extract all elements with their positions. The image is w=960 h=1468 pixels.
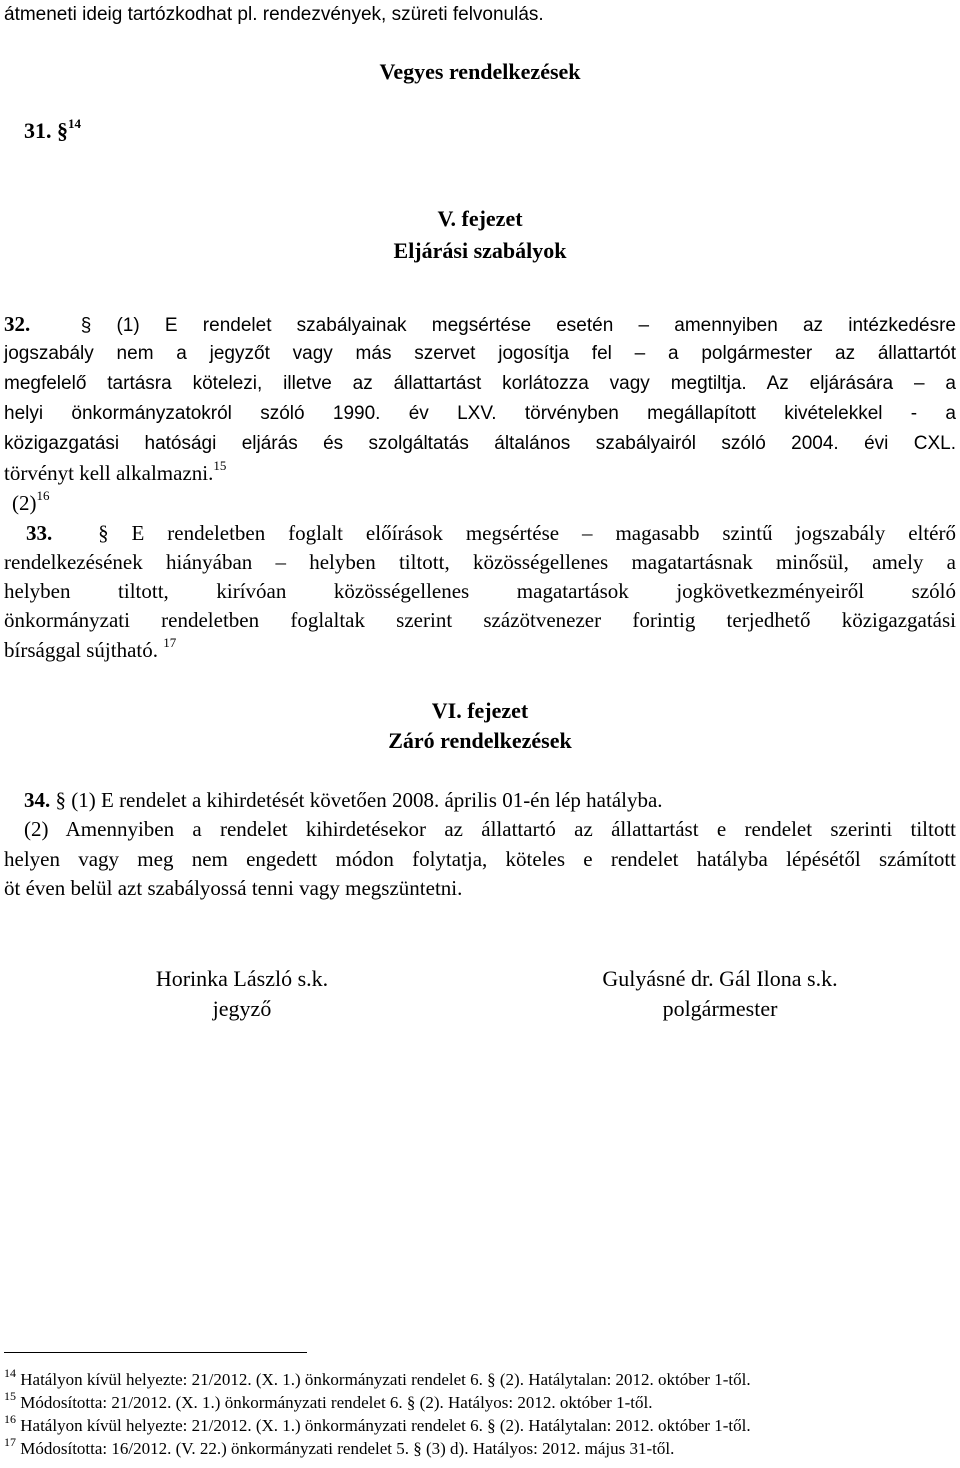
chapter-5-subtitle: Eljárási szabályok xyxy=(393,238,567,263)
p33-text-5: bírsággal sújtható. xyxy=(4,638,158,662)
p33-line-1 xyxy=(4,520,956,546)
p34-line-4: öt éven belül azt szabályossá tenni vagy megszüntetni. xyxy=(4,876,463,900)
section-31-number: 31. xyxy=(24,118,52,143)
footnote-15 xyxy=(4,1389,653,1413)
section-sign: § xyxy=(57,118,68,143)
footnote-number: 17 xyxy=(4,1435,16,1450)
footnote-17 xyxy=(4,1435,675,1459)
p32-paragraph-2 xyxy=(12,490,50,516)
p33-line-5 xyxy=(4,637,176,663)
p33-line-3: helyben tiltott, kirívóan közösségellenes magatartások jogkövetkezményeiről szóló xyxy=(4,579,956,603)
footnote-text: Hatályon kívül helyezte: 21/2012. (X. 1.) önkormányzati rendelet 6. § (2). Hatálytalan: 2012. október 1-től. xyxy=(20,1370,751,1389)
chapter-5-title: V. fejezet xyxy=(437,206,523,231)
p32-p2-label: (2) xyxy=(12,491,37,515)
footnote-number: 16 xyxy=(4,1412,16,1427)
p33-line-4: önkormányzati rendeletben foglaltak szerint százötvenezer forintig terjedhető közigazgatási xyxy=(4,608,956,632)
footnote-text: Módosította: 21/2012. (X. 1.) önkormányzati rendelet 6. § (2). Hatályos: 2012. október 1-től. xyxy=(20,1393,653,1412)
footnote-ref-17: 17 xyxy=(163,635,177,650)
footnote-ref-14: 14 xyxy=(68,115,81,131)
footnote-separator xyxy=(4,1352,307,1353)
p32-line-3: megfelelő tartásra kötelezi, illetve az állattartást korlátozza vagy megtiltja. Az eljárására – a xyxy=(4,373,956,394)
chapter-6-title: VI. fejezet xyxy=(431,698,529,723)
footnote-number: 14 xyxy=(4,1366,16,1381)
section-sign: § xyxy=(98,521,109,545)
p34-line-3: helyen vagy meg nem engedett módon folytatja, köteles e rendelet hatályba lépésétől számított xyxy=(4,847,956,871)
section-sign: § xyxy=(80,315,92,336)
vegyes-heading: Vegyes rendelkezések xyxy=(379,59,581,84)
footnote-14 xyxy=(4,1366,751,1390)
signature-right-role: polgármester xyxy=(662,996,778,1021)
top-line: átmeneti ideig tartózkodhat pl. rendezvények, szüreti felvonulás. xyxy=(4,4,544,25)
signature-right-name: Gulyásné dr. Gál Ilona s.k. xyxy=(602,966,838,991)
signature-left-role: jegyző xyxy=(212,996,272,1021)
section-sign: § xyxy=(55,788,66,812)
section-33-number: 33. xyxy=(26,521,53,545)
footnote-text: Hatályon kívül helyezte: 21/2012. (X. 1.) önkormányzati rendelet 6. § (2). Hatálytalan: 2012. október 1-től. xyxy=(20,1416,751,1435)
footnote-ref-15: 15 xyxy=(213,458,227,473)
p32-text-6: törvényt kell alkalmazni. xyxy=(4,461,214,485)
p32-line-4: helyi önkormányzatokról szóló 1990. év LXV. törvényben megállapított kivételekkel - a xyxy=(4,403,956,424)
p34-text-1: (1) E rendelet a kihirdetését követően 2008. április 01-én lép hatályba. xyxy=(71,788,663,812)
footnote-ref-16: 16 xyxy=(36,488,50,503)
p34-line-2: (2) Amennyiben a rendelet kihirdetésekor az állattartó az állattartást e rendelet szerinti tiltott xyxy=(24,817,956,841)
footnote-number: 15 xyxy=(4,1389,16,1404)
footnote-16 xyxy=(4,1412,751,1436)
p32-line-2: jogszabály nem a jegyzőt vagy más szervet jogosítja fel – a polgármester az állattartót xyxy=(4,343,956,364)
p32-line-6 xyxy=(4,460,226,486)
p33-line-2: rendelkezésének hiányában – helyben tiltott, közösségellenes magatartásnak minősül, amely a xyxy=(4,550,956,574)
p32-line-1 xyxy=(4,311,956,339)
signature-left-name: Horinka László s.k. xyxy=(155,966,329,991)
p32-line-5: közigazgatási hatósági eljárás és szolgáltatás általános szabályairól szóló 2004. évi CXL. xyxy=(4,433,956,454)
p34-line-1 xyxy=(24,787,663,813)
footnote-text: Módosította: 16/2012. (V. 22.) önkormányzati rendelet 5. § (3) d). Hatályos: 2012. május 31-től. xyxy=(20,1439,675,1458)
section-32-number: 32. xyxy=(4,312,31,336)
section-34-number: 34. xyxy=(24,788,51,812)
p33-text-1: E rendeletben foglalt előírások megsértése – magasabb szintű jogszabály eltérő xyxy=(131,521,956,545)
section-31 xyxy=(24,115,81,144)
p32-text-1: (1) E rendelet szabályainak megsértése esetén – amennyiben az intézkedésre xyxy=(116,315,956,336)
chapter-6-subtitle: Záró rendelkezések xyxy=(388,728,572,753)
